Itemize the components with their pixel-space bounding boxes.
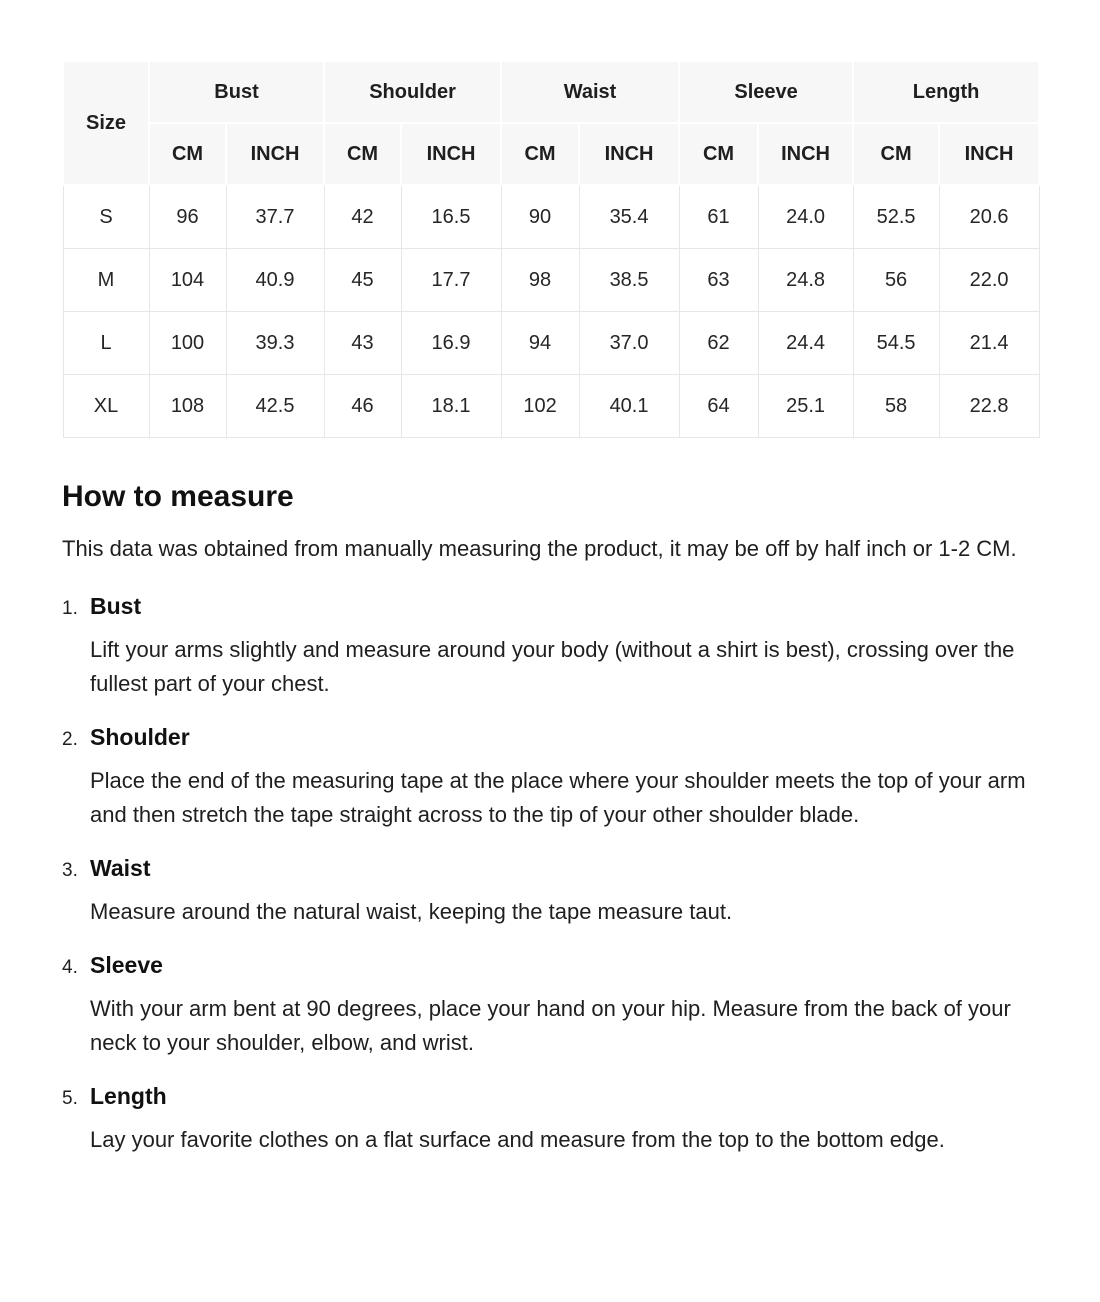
size-label-cell: XL: [63, 375, 149, 438]
group-header-shoulder: Shoulder: [324, 61, 501, 123]
unit-header-cm: CM: [149, 123, 226, 185]
measurement-cell: 98: [501, 249, 579, 312]
measurement-cell: 24.8: [758, 249, 853, 312]
measurement-cell: 16.9: [401, 312, 501, 375]
measure-step-bust: [62, 592, 1038, 701]
size-row-m: [63, 249, 1039, 312]
measurement-cell: 96: [149, 185, 226, 249]
group-header-bust: Bust: [149, 61, 324, 123]
measurement-cell: 42.5: [226, 375, 324, 438]
measurement-cell: 90: [501, 185, 579, 249]
measurement-cell: 43: [324, 312, 401, 375]
measure-step-shoulder: [62, 723, 1038, 832]
measurement-cell: 56: [853, 249, 939, 312]
unit-header-inch: INCH: [401, 123, 501, 185]
step-title: Waist: [90, 855, 151, 881]
measurement-cell: 100: [149, 312, 226, 375]
measurement-cell: 24.4: [758, 312, 853, 375]
table-unit-header-row: [63, 123, 1039, 185]
unit-header-cm: CM: [679, 123, 758, 185]
measurement-cell: 35.4: [579, 185, 679, 249]
unit-header-inch: INCH: [939, 123, 1039, 185]
step-number: 1.: [62, 598, 78, 619]
table-group-header-row: [63, 61, 1039, 123]
measurement-cell: 63: [679, 249, 758, 312]
measurement-cell: 108: [149, 375, 226, 438]
measure-step-sleeve: [62, 951, 1038, 1060]
measurement-cell: 61: [679, 185, 758, 249]
step-title: Bust: [90, 593, 142, 619]
step-description: Lay your favorite clothes on a flat surface and measure from the top to the bottom edge.: [90, 1127, 945, 1152]
measurement-cell: 54.5: [853, 312, 939, 375]
size-corner-header: Size: [63, 61, 149, 185]
measure-steps-list: [62, 592, 1038, 1157]
size-row-l: [63, 312, 1039, 375]
measure-disclaimer-text: This data was obtained from manually measuring the product, it may be off by half inch or 1-2 CM.: [62, 536, 1017, 561]
step-description: With your arm bent at 90 degrees, place your hand on your hip. Measure from the back of your neck to your shoulder, elbow, and wrist.: [90, 996, 1011, 1055]
measure-step-length: [62, 1082, 1038, 1157]
measurement-cell: 62: [679, 312, 758, 375]
measurement-cell: 16.5: [401, 185, 501, 249]
unit-header-inch: INCH: [579, 123, 679, 185]
size-chart-section: [62, 60, 1038, 438]
unit-header-cm: CM: [853, 123, 939, 185]
measurement-cell: 102: [501, 375, 579, 438]
measurement-cell: 17.7: [401, 249, 501, 312]
step-title: Shoulder: [90, 724, 190, 750]
unit-header-inch: INCH: [758, 123, 853, 185]
measurement-cell: 37.0: [579, 312, 679, 375]
measurement-cell: 94: [501, 312, 579, 375]
measurement-cell: 45: [324, 249, 401, 312]
size-row-s: [63, 185, 1039, 249]
step-title: Length: [90, 1083, 167, 1109]
group-header-sleeve: Sleeve: [679, 61, 853, 123]
step-description: Lift your arms slightly and measure around your body (without a shirt is best), crossing over the fullest part of your chest.: [90, 637, 1015, 696]
step-title: Sleeve: [90, 952, 163, 978]
measurement-cell: 104: [149, 249, 226, 312]
measurement-cell: 25.1: [758, 375, 853, 438]
size-table: [62, 60, 1040, 438]
step-description: Measure around the natural waist, keeping the tape measure taut.: [90, 899, 733, 924]
unit-header-inch: INCH: [226, 123, 324, 185]
measurement-cell: 20.6: [939, 185, 1039, 249]
measurement-cell: 39.3: [226, 312, 324, 375]
group-header-length: Length: [853, 61, 1039, 123]
measurement-cell: 40.1: [579, 375, 679, 438]
measurement-cell: 42: [324, 185, 401, 249]
step-number: 3.: [62, 860, 78, 881]
measurement-cell: 52.5: [853, 185, 939, 249]
measurement-cell: 46: [324, 375, 401, 438]
step-number: 5.: [62, 1088, 78, 1109]
measurement-cell: 18.1: [401, 375, 501, 438]
measurement-cell: 58: [853, 375, 939, 438]
measurement-cell: 24.0: [758, 185, 853, 249]
measurement-cell: 22.8: [939, 375, 1039, 438]
measure-step-waist: [62, 854, 1038, 929]
size-label-cell: M: [63, 249, 149, 312]
unit-header-cm: CM: [324, 123, 401, 185]
group-header-waist: Waist: [501, 61, 679, 123]
size-row-xl: [63, 375, 1039, 438]
measurement-cell: 37.7: [226, 185, 324, 249]
how-to-measure-heading: How to measure: [62, 480, 294, 513]
how-to-measure-section: [62, 480, 1038, 1157]
step-number: 2.: [62, 729, 78, 750]
step-description: Place the end of the measuring tape at the place where your shoulder meets the top of your arm and then stretch the tape straight across to the tip of your other shoulder blade.: [90, 768, 1026, 827]
measurement-cell: 22.0: [939, 249, 1039, 312]
size-label-cell: L: [63, 312, 149, 375]
measurement-cell: 64: [679, 375, 758, 438]
unit-header-cm: CM: [501, 123, 579, 185]
measurement-cell: 21.4: [939, 312, 1039, 375]
measurement-cell: 40.9: [226, 249, 324, 312]
size-label-cell: S: [63, 185, 149, 249]
measurement-cell: 38.5: [579, 249, 679, 312]
step-number: 4.: [62, 957, 78, 978]
